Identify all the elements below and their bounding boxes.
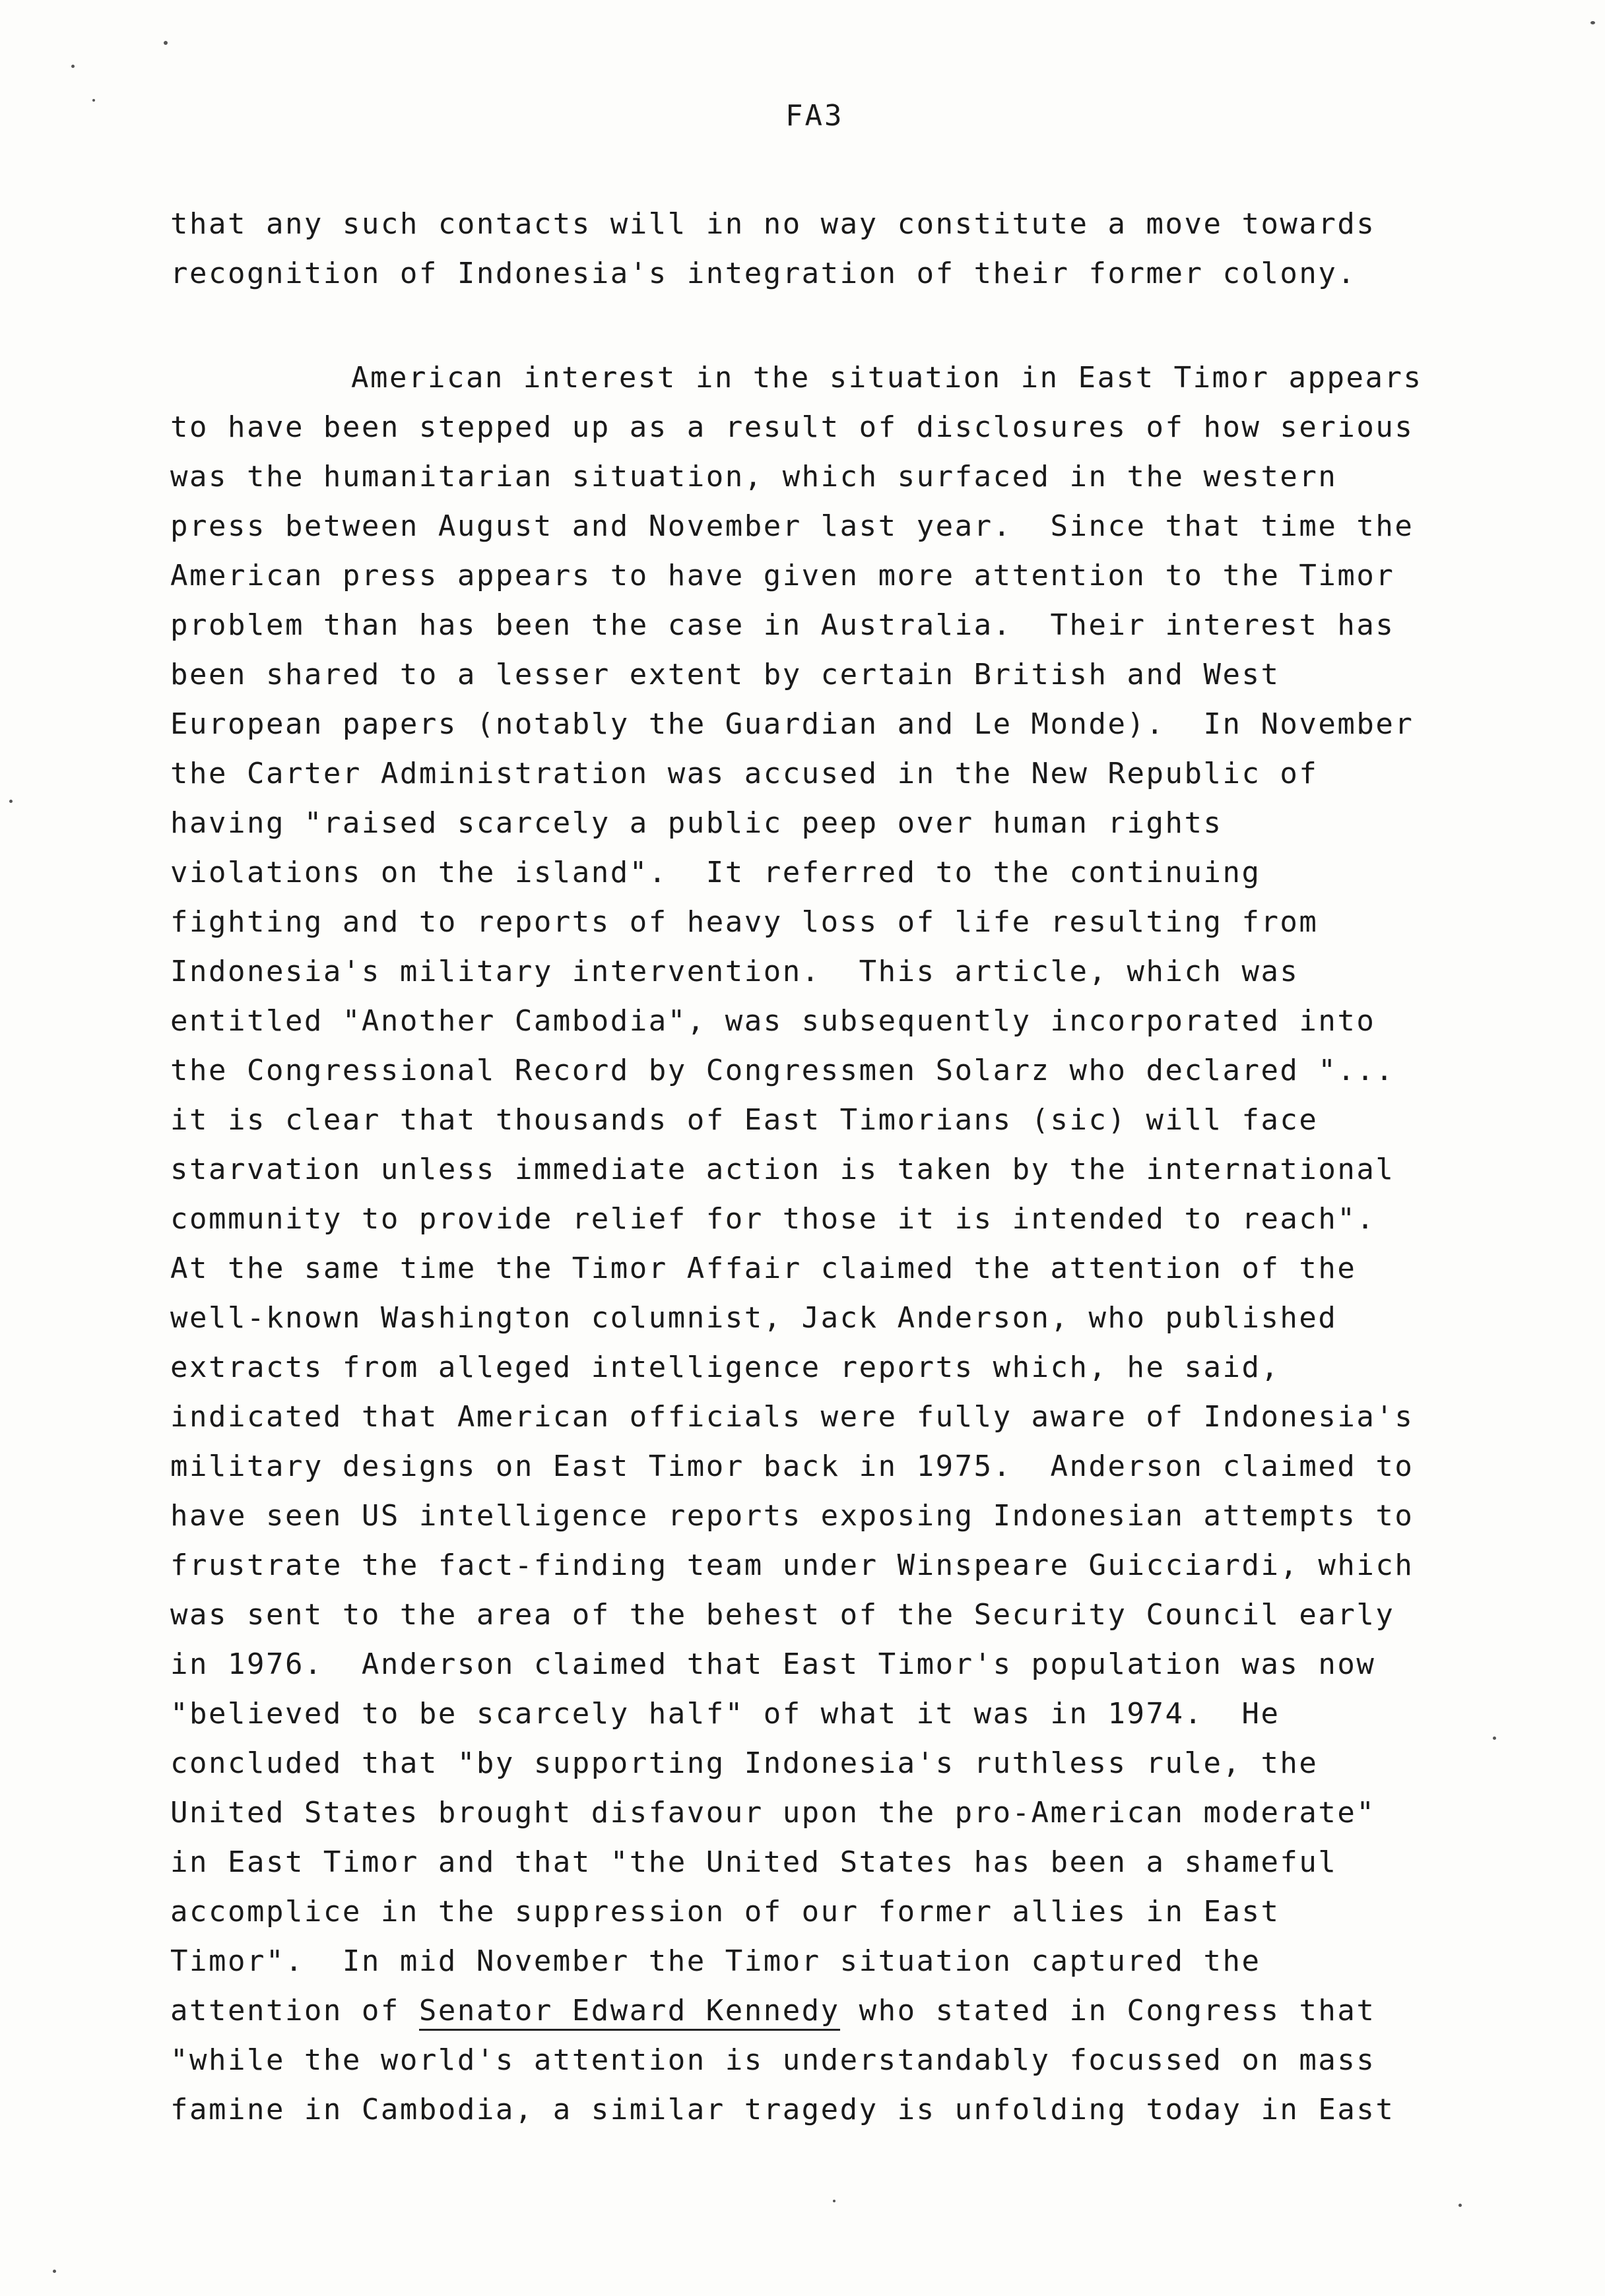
scan-speck [53,2270,56,2273]
paragraph-2-line-18: community to provide relief for those it is intended to reach". [170,1202,1376,1236]
line-34-start: attention of [170,1994,419,2027]
paragraph-2-line-21: extracts from alleged intelligence reports which, he said, [170,1351,1280,1384]
paragraph-2-line-36: famine in Cambodia, a similar tragedy is unfolding today in East [170,2093,1395,2126]
paragraph-2-line-11: violations on the island". It referred to the continuing [170,856,1261,889]
paragraph-2-line-29: concluded that "by supporting Indonesia's ruthless rule, the [170,1746,1319,1780]
paragraph-2-line-22: indicated that American officials were fully aware of Indonesia's [170,1400,1414,1434]
paragraph-2-line-32: accomplice in the suppression of our former allies in East [170,1895,1280,1929]
paragraph-2-line-8: European papers (notably the Guardian and Le Monde). In November [170,707,1414,741]
paragraph-2-line-5: American press appears to have given more attention to the Timor [170,559,1395,592]
scan-speck [1590,21,1595,24]
line-34-end: who stated in Congress that [839,1994,1376,2027]
paragraph-2-line-23: military designs on East Timor back in 1975. Anderson claimed to [170,1450,1414,1483]
paragraph-2-line-27: in 1976. Anderson claimed that East Timor's population was now [170,1647,1376,1681]
paragraph-2-line-12: fighting and to reports of heavy loss of life resulting from [170,905,1319,939]
paragraph-2-line-14: entitled "Another Cambodia", was subsequently incorporated into [170,1004,1376,1038]
paragraph-2-line-17: starvation unless immediate action is taken by the international [170,1153,1395,1186]
paragraph-2-line-6: problem than has been the case in Australia. Their interest has [170,608,1395,642]
paragraph-2-line-9: the Carter Administration was accused in the New Republic of [170,757,1319,790]
paragraph-2-line-33: Timor". In mid November the Timor situation captured the [170,1944,1261,1978]
scan-speck [833,2200,835,2202]
underlined-senator-name: Senator Edward Kennedy [419,1994,840,2031]
paragraph-2-line-35: "while the world's attention is understandably focussed on mass [170,2043,1376,2077]
paragraph-2-line-19: At the same time the Timor Affair claimed the attention of the [170,1252,1357,1285]
scan-speck [92,99,95,102]
paragraph-2-line-2: to have been stepped up as a result of disclosures of how serious [170,410,1414,444]
paragraph-2-line-26: was sent to the area of the behest of the Security Council early [170,1598,1395,1632]
scan-speck [1493,1737,1496,1740]
scan-speck [71,65,75,68]
paragraph-2-line-25: frustrate the fact-finding team under Winspeare Guicciardi, which [170,1548,1414,1582]
paragraph-2-line-34 [170,1991,1375,2031]
paragraph-2-line-4: press between August and November last year. Since that time the [170,509,1414,543]
scan-speck [164,41,168,45]
scan-speck [9,800,13,803]
scan-speck [1458,2204,1462,2207]
paragraph-2-line-15: the Congressional Record by Congressmen Solarz who declared "... [170,1054,1395,1087]
page-number: FA3 [785,99,844,133]
paragraph-2-line-1: American interest in the situation in East Timor appears [351,361,1423,395]
paragraph-1-line-2: recognition of Indonesia's integration of their former colony. [170,257,1357,290]
paragraph-2-line-31: in East Timor and that "the United States has been a shameful [170,1845,1338,1879]
paragraph-1-line-1: that any such contacts will in no way constitute a move towards [170,207,1376,241]
paragraph-2-line-28: "believed to be scarcely half" of what it was in 1974. He [170,1697,1280,1731]
paragraph-2-line-3: was the humanitarian situation, which surfaced in the western [170,460,1338,494]
paragraph-2-line-24: have seen US intelligence reports exposing Indonesian attempts to [170,1499,1414,1533]
paragraph-2-line-13: Indonesia's military intervention. This article, which was [170,955,1299,988]
paragraph-2-line-16: it is clear that thousands of East Timorians (sic) will face [170,1103,1319,1137]
paragraph-2-line-7: been shared to a lesser extent by certain British and West [170,658,1280,691]
paragraph-2-line-20: well-known Washington columnist, Jack Anderson, who published [170,1301,1338,1335]
paragraph-2-line-10: having "raised scarcely a public peep over human rights [170,806,1223,840]
paragraph-2-line-30: United States brought disfavour upon the pro-American moderate" [170,1796,1376,1830]
